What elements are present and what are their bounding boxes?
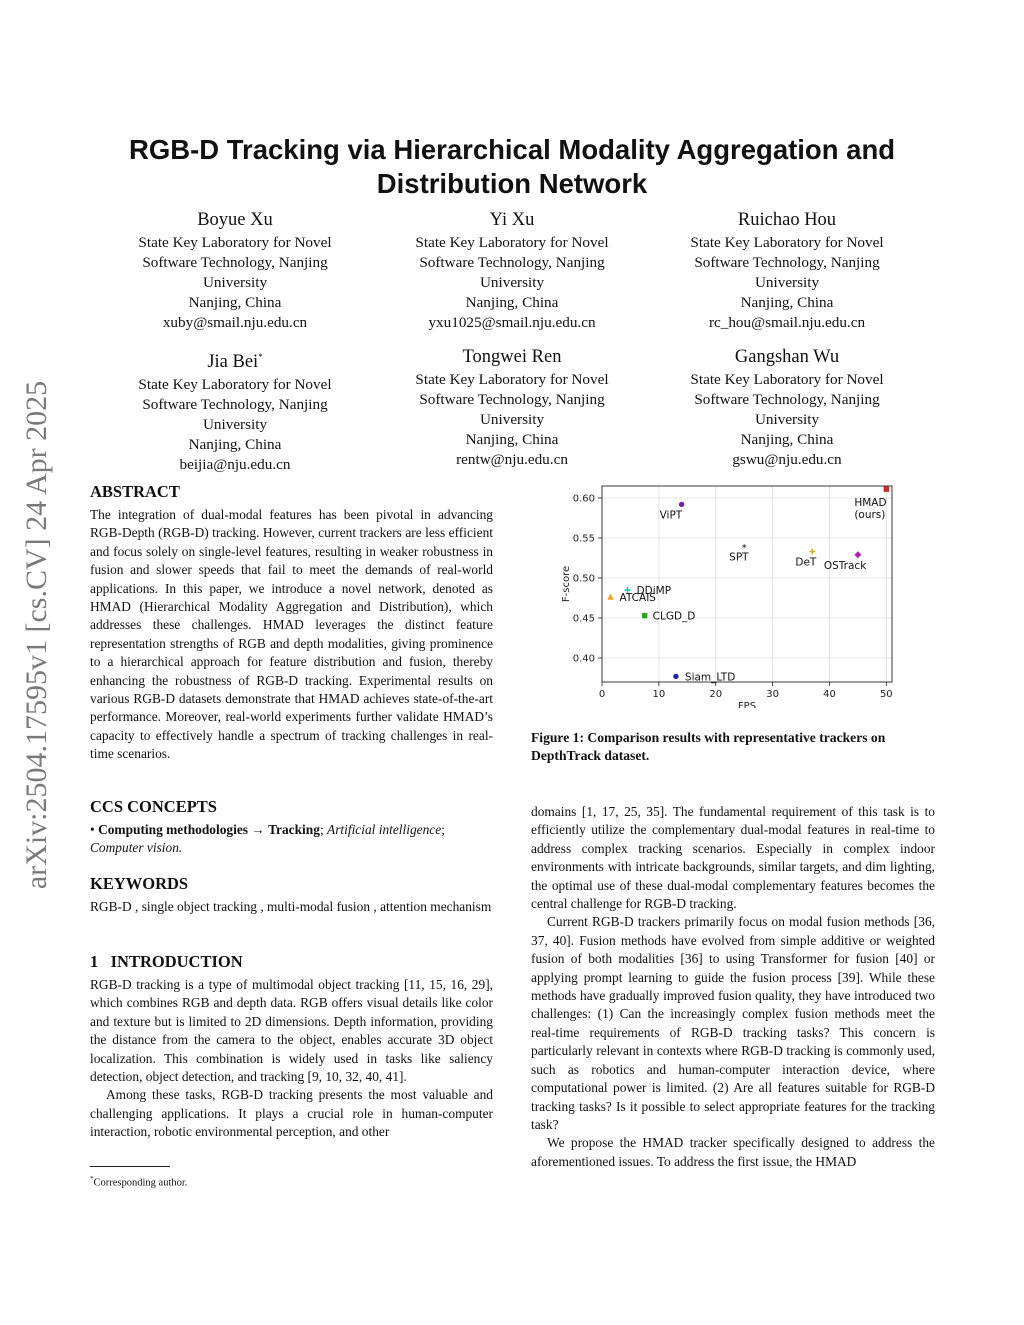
ccs-sub: Tracking [268,822,320,837]
y-tick-label: 0.50 [572,573,595,585]
data-point [854,551,861,558]
author-email[interactable]: beijia@nju.edu.cn [179,456,291,474]
data-point [607,594,613,600]
author-location: Nanjing, China [465,294,559,311]
y-tick-label: 0.40 [572,653,595,665]
keywords-heading: KEYWORDS [90,874,189,893]
data-point [673,674,678,679]
author-affiliation: University [202,274,268,291]
author-affiliation: State Key Laboratory for Novel [690,371,884,388]
data-label: SPT [729,551,749,564]
x-axis-label: FPS [737,701,757,708]
keywords-text: RGB-D , single object tracking , multi-modal fusion , attention mechanism [90,899,492,914]
author-name: Yi Xu [489,210,535,230]
data-label: DeT [795,556,817,569]
plot-frame [602,486,892,682]
author-name: Ruichao Hou [737,210,837,230]
scatter-chart [531,478,935,708]
author-email[interactable]: rentw@nju.edu.cn [456,451,568,468]
abstract-text: The integration of dual-modal features has been pivotal in advancing RGB-Depth (RGB-D) tracking. However, current trackers are less efficient and focus solely on single-level features, resulting in weaker robustness in fusion and slower speeds that fail to meet the demands of real-world applications. In this paper, we introduce a novel network, denoted as HMAD (Hierarchical Modality Aggregation and Distribution), which addresses these challenges. HMAD leverages the distinct feature representation strengths of RGB and depth modalities, giving prominence to a hierarchical approach for feature distribution and fusion, thereby enhancing the robustness of RGB-D tracking. Experimental results on various RGB-D datasets demonstrate that HMAD achieves state-of-the-art performance. Moreover, real-world experiments further validate HMAD’s capacity to effectively handle a spectrum of tracking challenges in real-time scenarios. [90,507,493,762]
author-name: Gangshan Wu [734,347,840,367]
paper-title: RGB-D Tracking via Hierarchical Modality Aggregation and Distribution Network [128,134,896,199]
data-label: OSTrack [823,559,867,572]
author-name: Tongwei Ren [462,347,562,367]
author-affiliation: University [754,274,820,291]
ccs-arrow: → [251,822,265,837]
author-location: Nanjing, China [188,436,282,454]
data-point [809,549,815,555]
footnote-mark: * [90,1175,94,1183]
keywords-section [90,874,493,916]
author-name: Boyue Xu [197,210,273,230]
ccs-topic: Artificial intelligence [327,822,442,837]
ccs-separator: ; [441,822,445,837]
figure-caption: Figure 1: Comparison results with representative trackers on DepthTrack dataset. [531,730,886,763]
footnote-divider [90,1166,170,1167]
ccs-section [90,797,493,858]
author-name: Jia Bei [207,352,259,373]
author-location: Nanjing, China [465,431,559,448]
x-tick-label: 20 [709,689,723,700]
author-email[interactable]: rc_hou@smail.nju.edu.cn [708,314,866,331]
y-axis-label: F-score [561,565,572,603]
body-paragraph: domains [1, 17, 25, 35]. The fundamental requirement of this task is to efficiently utilize the complementary dual-modal features in real-time to address complex tracking scenarios. Especially in complex indoor environments with intricate backgrounds, similar targets, and dim lighting, the optimal use of these dual-modal complementary features becomes the central challenge for RGB-D tracking. [531,804,935,912]
corresponding-mark: * [258,352,263,362]
x-tick-label: 30 [766,689,779,700]
author-affiliation: Software Technology, Nanjing [142,254,328,271]
ccs-separator: ; [319,822,324,837]
x-tick-label: 10 [652,689,666,700]
author-block [367,209,657,333]
author-block [642,209,932,333]
data-label: ATCAIS [619,592,656,605]
y-tick-label: 0.55 [572,533,595,545]
author-affiliation: University [479,411,545,428]
author-affiliation: Software Technology, Nanjing [419,391,605,408]
author-block [642,346,932,470]
author-affiliation: Software Technology, Nanjing [419,254,605,271]
author-affiliation: University [202,416,268,434]
footnote-text: Corresponding author. [93,1177,188,1189]
ccs-bullet: • [90,822,95,837]
author-affiliation: Software Technology, Nanjing [694,254,880,271]
y-tick-label: 0.60 [572,493,595,505]
author-affiliation: University [754,411,820,428]
author-email[interactable]: gswu@nju.edu.cn [732,451,842,468]
author-email[interactable]: xuby@smail.nju.edu.cn [162,314,308,331]
data-label: HMAD [854,497,887,510]
author-affiliation: Software Technology, Nanjing [142,396,328,414]
data-label: DDiMP [636,585,672,597]
figure-1 [531,478,935,708]
y-tick-label: 0.45 [572,613,595,625]
author-affiliation: University [479,274,545,291]
data-label: ViPT [659,509,683,522]
ccs-concepts [90,821,493,858]
intro-paragraph: Among these tasks, RGB-D tracking presents the most valuable and challenging applications. It plays a crucial role in human-computer interaction, robotic environmental perception, and other [90,1087,493,1140]
ccs-item: Computing methodologies [98,822,248,837]
introduction-heading: 1 INTRODUCTION [90,952,243,971]
intro-paragraph: RGB-D tracking is a type of multimodal object tracking [11, 15, 16, 29], which combines RGB and depth data. RGB offers visual details like color and texture but is limited to 2D dimensions. Depth information, providing the distance from the camera to the object, enables accurate 3D object localization. This combination is widely used in tasks like saliency detection, object detection, and tracking [9, 10, 32, 40, 41]. [90,977,493,1085]
data-point [679,502,684,507]
abstract-heading: ABSTRACT [90,482,180,501]
right-column-text [531,803,935,1171]
author-affiliation: State Key Laboratory for Novel [415,371,609,388]
x-tick-label: 40 [823,689,836,700]
author-location: Nanjing, China [188,294,282,311]
author-affiliation: State Key Laboratory for Novel [690,234,884,251]
author-affiliation: Software Technology, Nanjing [694,391,880,408]
body-paragraph: Current RGB-D trackers primarily focus on modal fusion methods [36, 37, 40]. Fusion methods have evolved from simple additive or weighted fusion of both modalities [36] to using Transformer for fusion [40] or applying prompt learning to guide the fusion process [39]. While these methods have gradually improved fusion quality, they have introduced two challenges: (1) Can the increasingly complex fusion methods meet the real-time requirements of RGB-D tracking tasks? This concern is particularly relevant in contexts where RGB-D tracking is commonly used, such as robotics and human-computer interaction device, where computational power is limited. (2) Are all features suitable for RGB-D tracking tasks? Is it possible to select appropriate features for the tracking task? [531,914,935,1132]
author-email[interactable]: yxu1025@smail.nju.edu.cn [428,314,596,331]
arxiv-identifier: arXiv:2504.17595v1 [cs.CV] 24 Apr 2025 [20,380,53,890]
data-point [884,487,889,492]
ccs-heading: CCS CONCEPTS [90,797,217,816]
x-tick-label: 50 [879,689,893,700]
data-point: * [741,543,747,555]
ccs-topic: Computer vision. [90,840,183,856]
author-affiliation: State Key Laboratory for Novel [138,376,332,394]
introduction-section [90,952,493,1142]
author-affiliation: State Key Laboratory for Novel [138,234,332,251]
abstract-section [90,482,493,764]
author-block [367,346,657,470]
x-tick-label: 0 [598,689,606,700]
body-paragraph: We propose the HMAD tracker specifically designed to address the aforementioned issues. To address the first issue, the HMAD [531,1135,935,1169]
data-label: (ours) [854,509,886,522]
author-location: Nanjing, China [740,431,834,448]
author-location: Nanjing, China [740,294,834,311]
data-point [642,613,647,618]
author-block [90,346,380,475]
author-block [90,209,380,333]
author-affiliation: State Key Laboratory for Novel [415,234,609,251]
data-label: Siam_LTD [684,671,736,684]
data-label: CLGD_D [652,610,696,623]
footnote [90,1172,187,1191]
